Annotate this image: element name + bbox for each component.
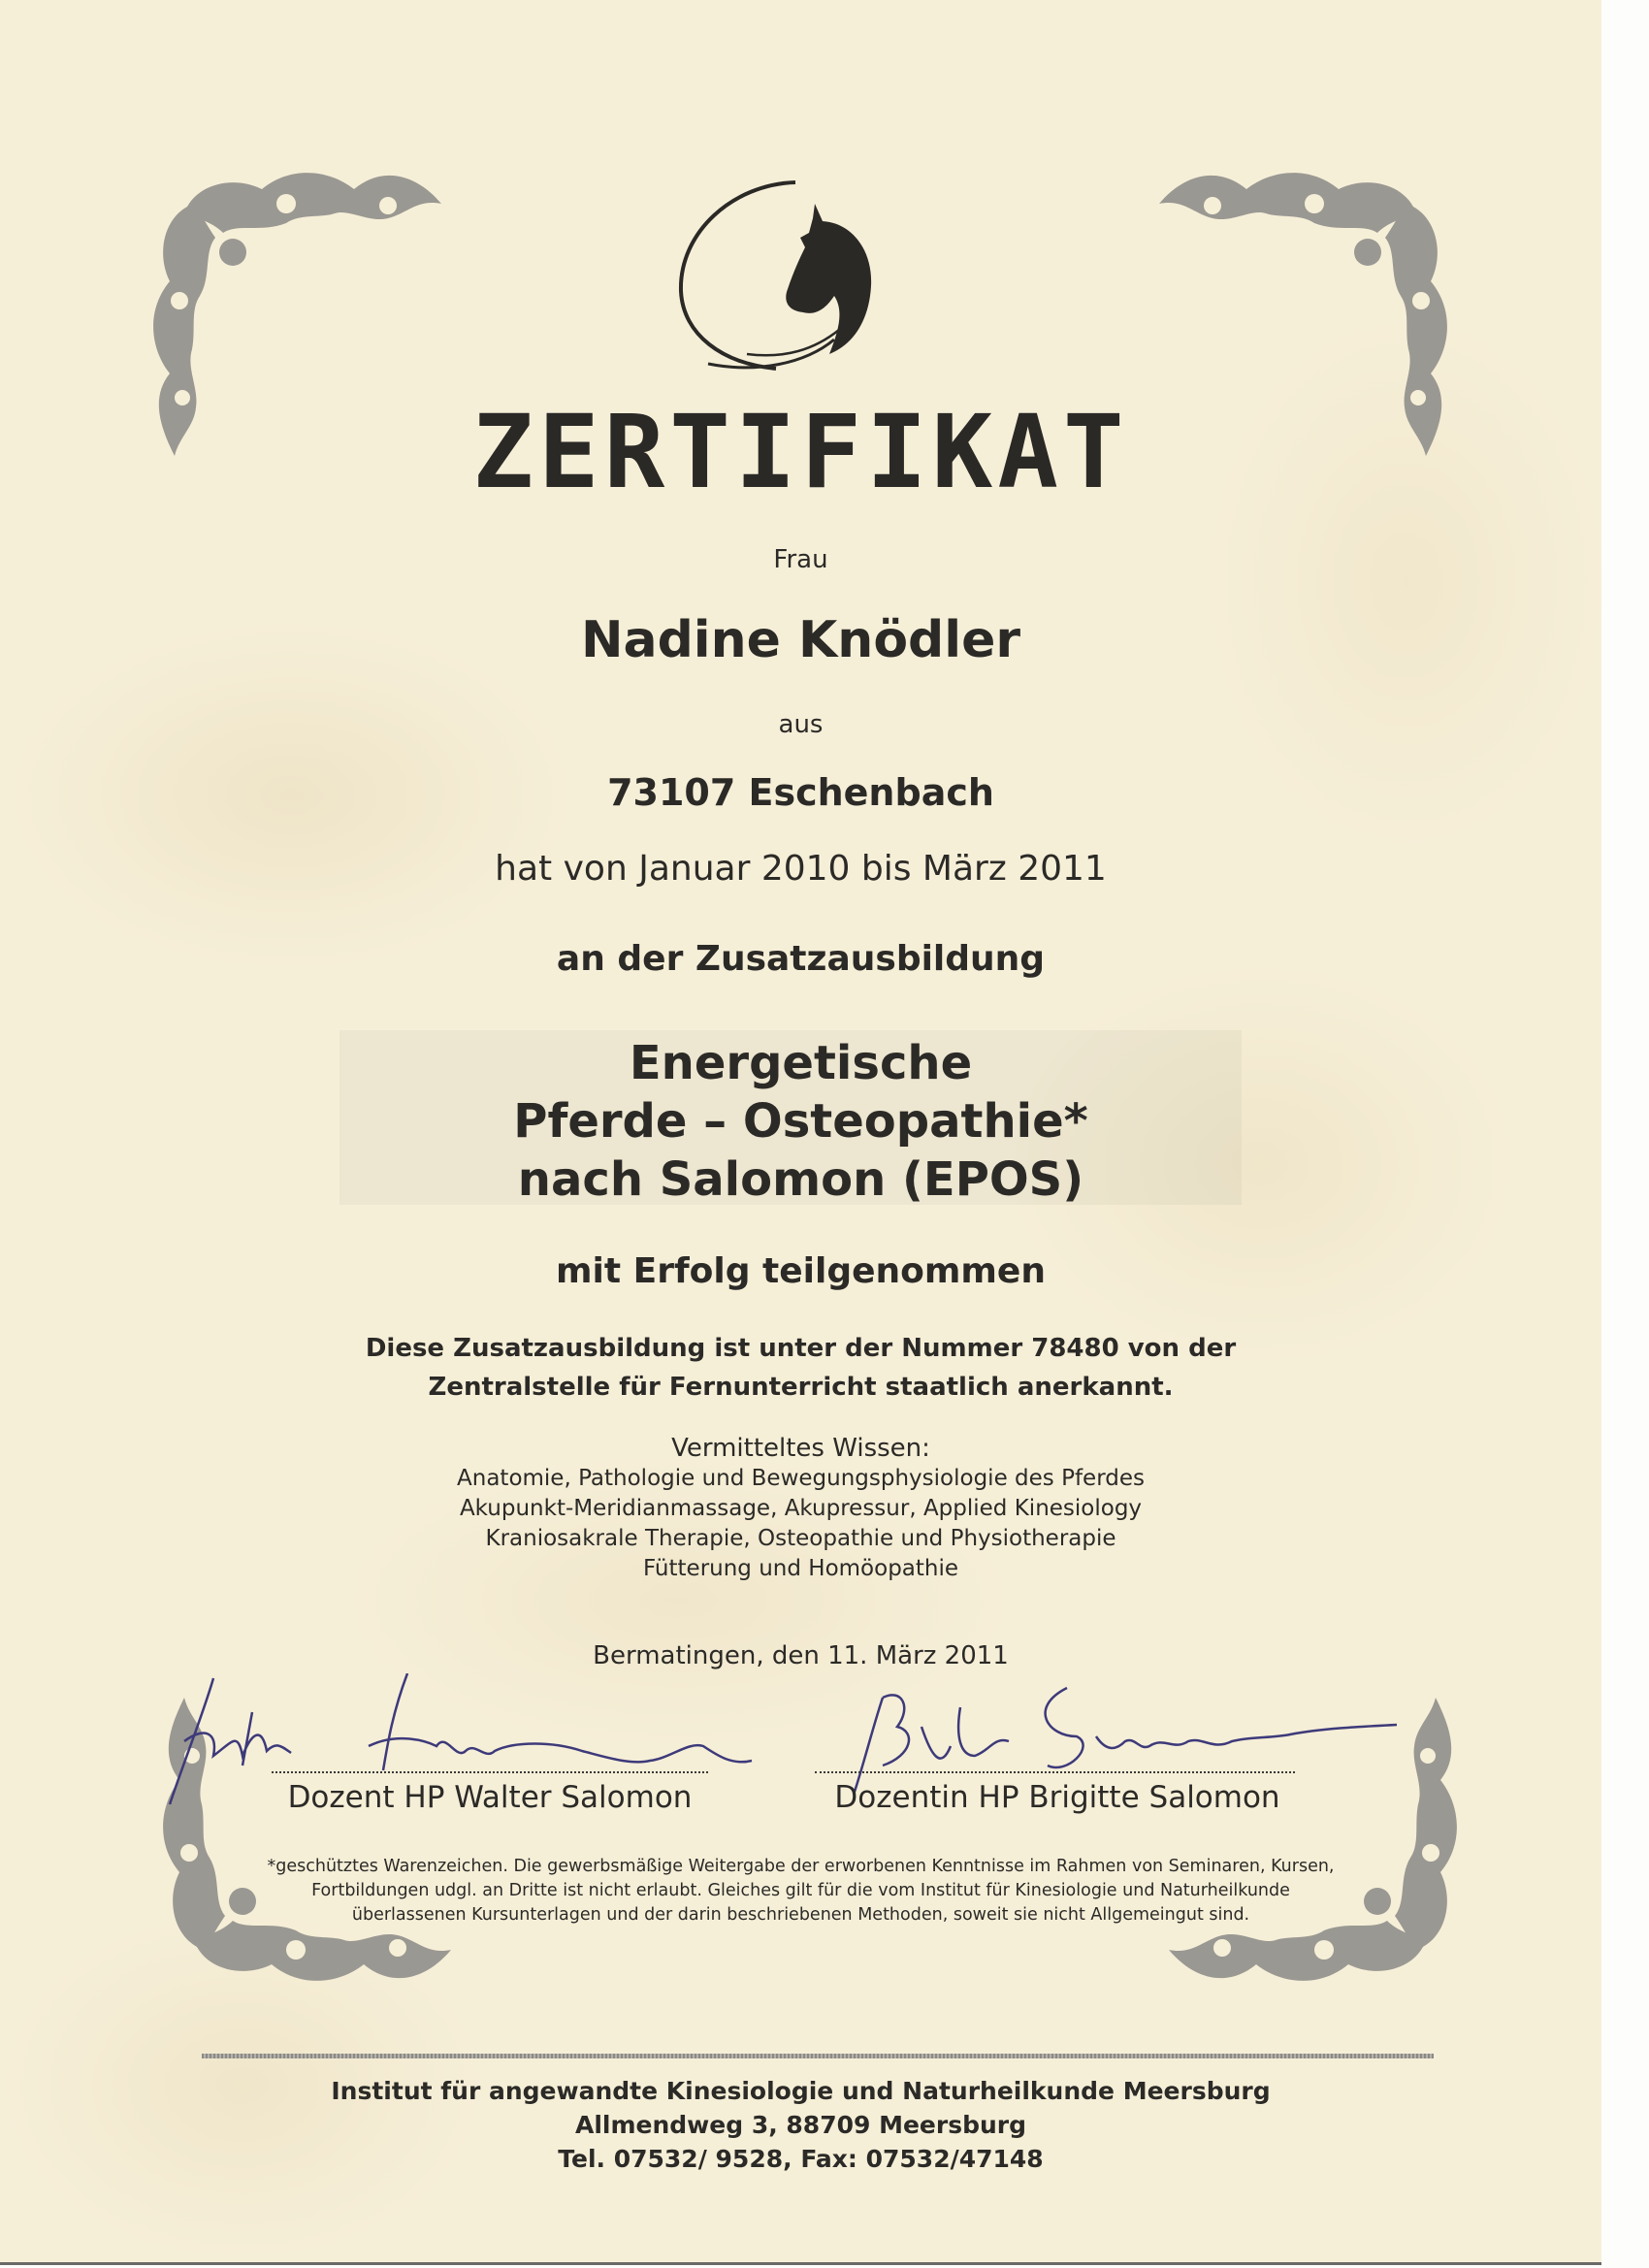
recipient-name: Nadine Knödler: [580, 611, 1021, 669]
result-text: mit Erfolg teilgenommen: [556, 1251, 1046, 1291]
accreditation-line: Diese Zusatzausbildung ist unter der Nummer 78480 von der: [365, 1334, 1237, 1363]
knowledge-section: [0, 1434, 1601, 1584]
signature-label-walter: Dozent HP Walter Salomon: [287, 1780, 693, 1815]
footnote-line: *geschütztes Warenzeichen. Die gewerbsmäßige Weitergabe der erworbenen Kenntnisse im Rahmen von Seminaren, Kursen,: [267, 1857, 1335, 1876]
from-label: aus: [778, 710, 824, 739]
footnote-line: Fortbildungen udgl. an Dritte ist nicht erlaubt. Gleiches gilt für die vom Institut für Kinesiologie und Naturheilkunde: [311, 1881, 1290, 1900]
training-period: hat von Januar 2010 bis März 2011: [495, 849, 1107, 889]
recipient-city: 73107 Eschenbach: [607, 771, 994, 814]
course-intro: an der Zusatzausbildung: [556, 939, 1046, 979]
signature-line: [815, 1771, 1295, 1773]
footnote-line: überlassenen Kursunterlagen und der darin beschriebenen Methoden, soweit sie nicht Allgemeingut sind.: [351, 1905, 1250, 1925]
knowledge-item: Anatomie, Pathologie und Bewegungsphysiologie des Pferdes: [457, 1466, 1145, 1491]
course-title-line: nach Salomon (EPOS): [517, 1152, 1084, 1207]
accreditation-line: Zentralstelle für Fernunterricht staatlich anerkannt.: [428, 1373, 1174, 1402]
institute-contact: Tel. 07532/ 9528, Fax: 07532/47148: [558, 2145, 1044, 2173]
signature-line: [272, 1771, 708, 1773]
knowledge-heading: Vermitteltes Wissen:: [671, 1434, 930, 1463]
institute-name: Institut für angewandte Kinesiologie und Naturheilkunde Meersburg: [331, 2077, 1271, 2105]
trademark-footnote: [0, 1855, 1601, 1928]
institute-info: [0, 2074, 1601, 2176]
knowledge-item: Fütterung und Homöopathie: [642, 1556, 959, 1581]
course-title-line: Energetische: [629, 1036, 973, 1090]
knowledge-item: Kraniosakrale Therapie, Osteopathie und Physiotherapie: [485, 1526, 1116, 1551]
certificate-title: ZERTIFIKAT: [472, 393, 1129, 511]
horse-head-logo-icon: [640, 165, 912, 388]
salutation: Frau: [773, 545, 828, 574]
place-date: Bermatingen, den 11. März 2011: [593, 1641, 1009, 1670]
signature-label-brigitte: Dozentin HP Brigitte Salomon: [834, 1780, 1280, 1815]
institute-address: Allmendweg 3, 88709 Meersburg: [574, 2111, 1027, 2139]
footer-divider: [202, 2054, 1434, 2058]
course-title-line: Pferde – Osteopathie*: [513, 1094, 1088, 1149]
course-title: [0, 1034, 1601, 1209]
knowledge-item: Akupunkt-Meridianmassage, Akupressur, Applied Kinesiology: [459, 1496, 1143, 1521]
accreditation-note: [0, 1329, 1601, 1407]
